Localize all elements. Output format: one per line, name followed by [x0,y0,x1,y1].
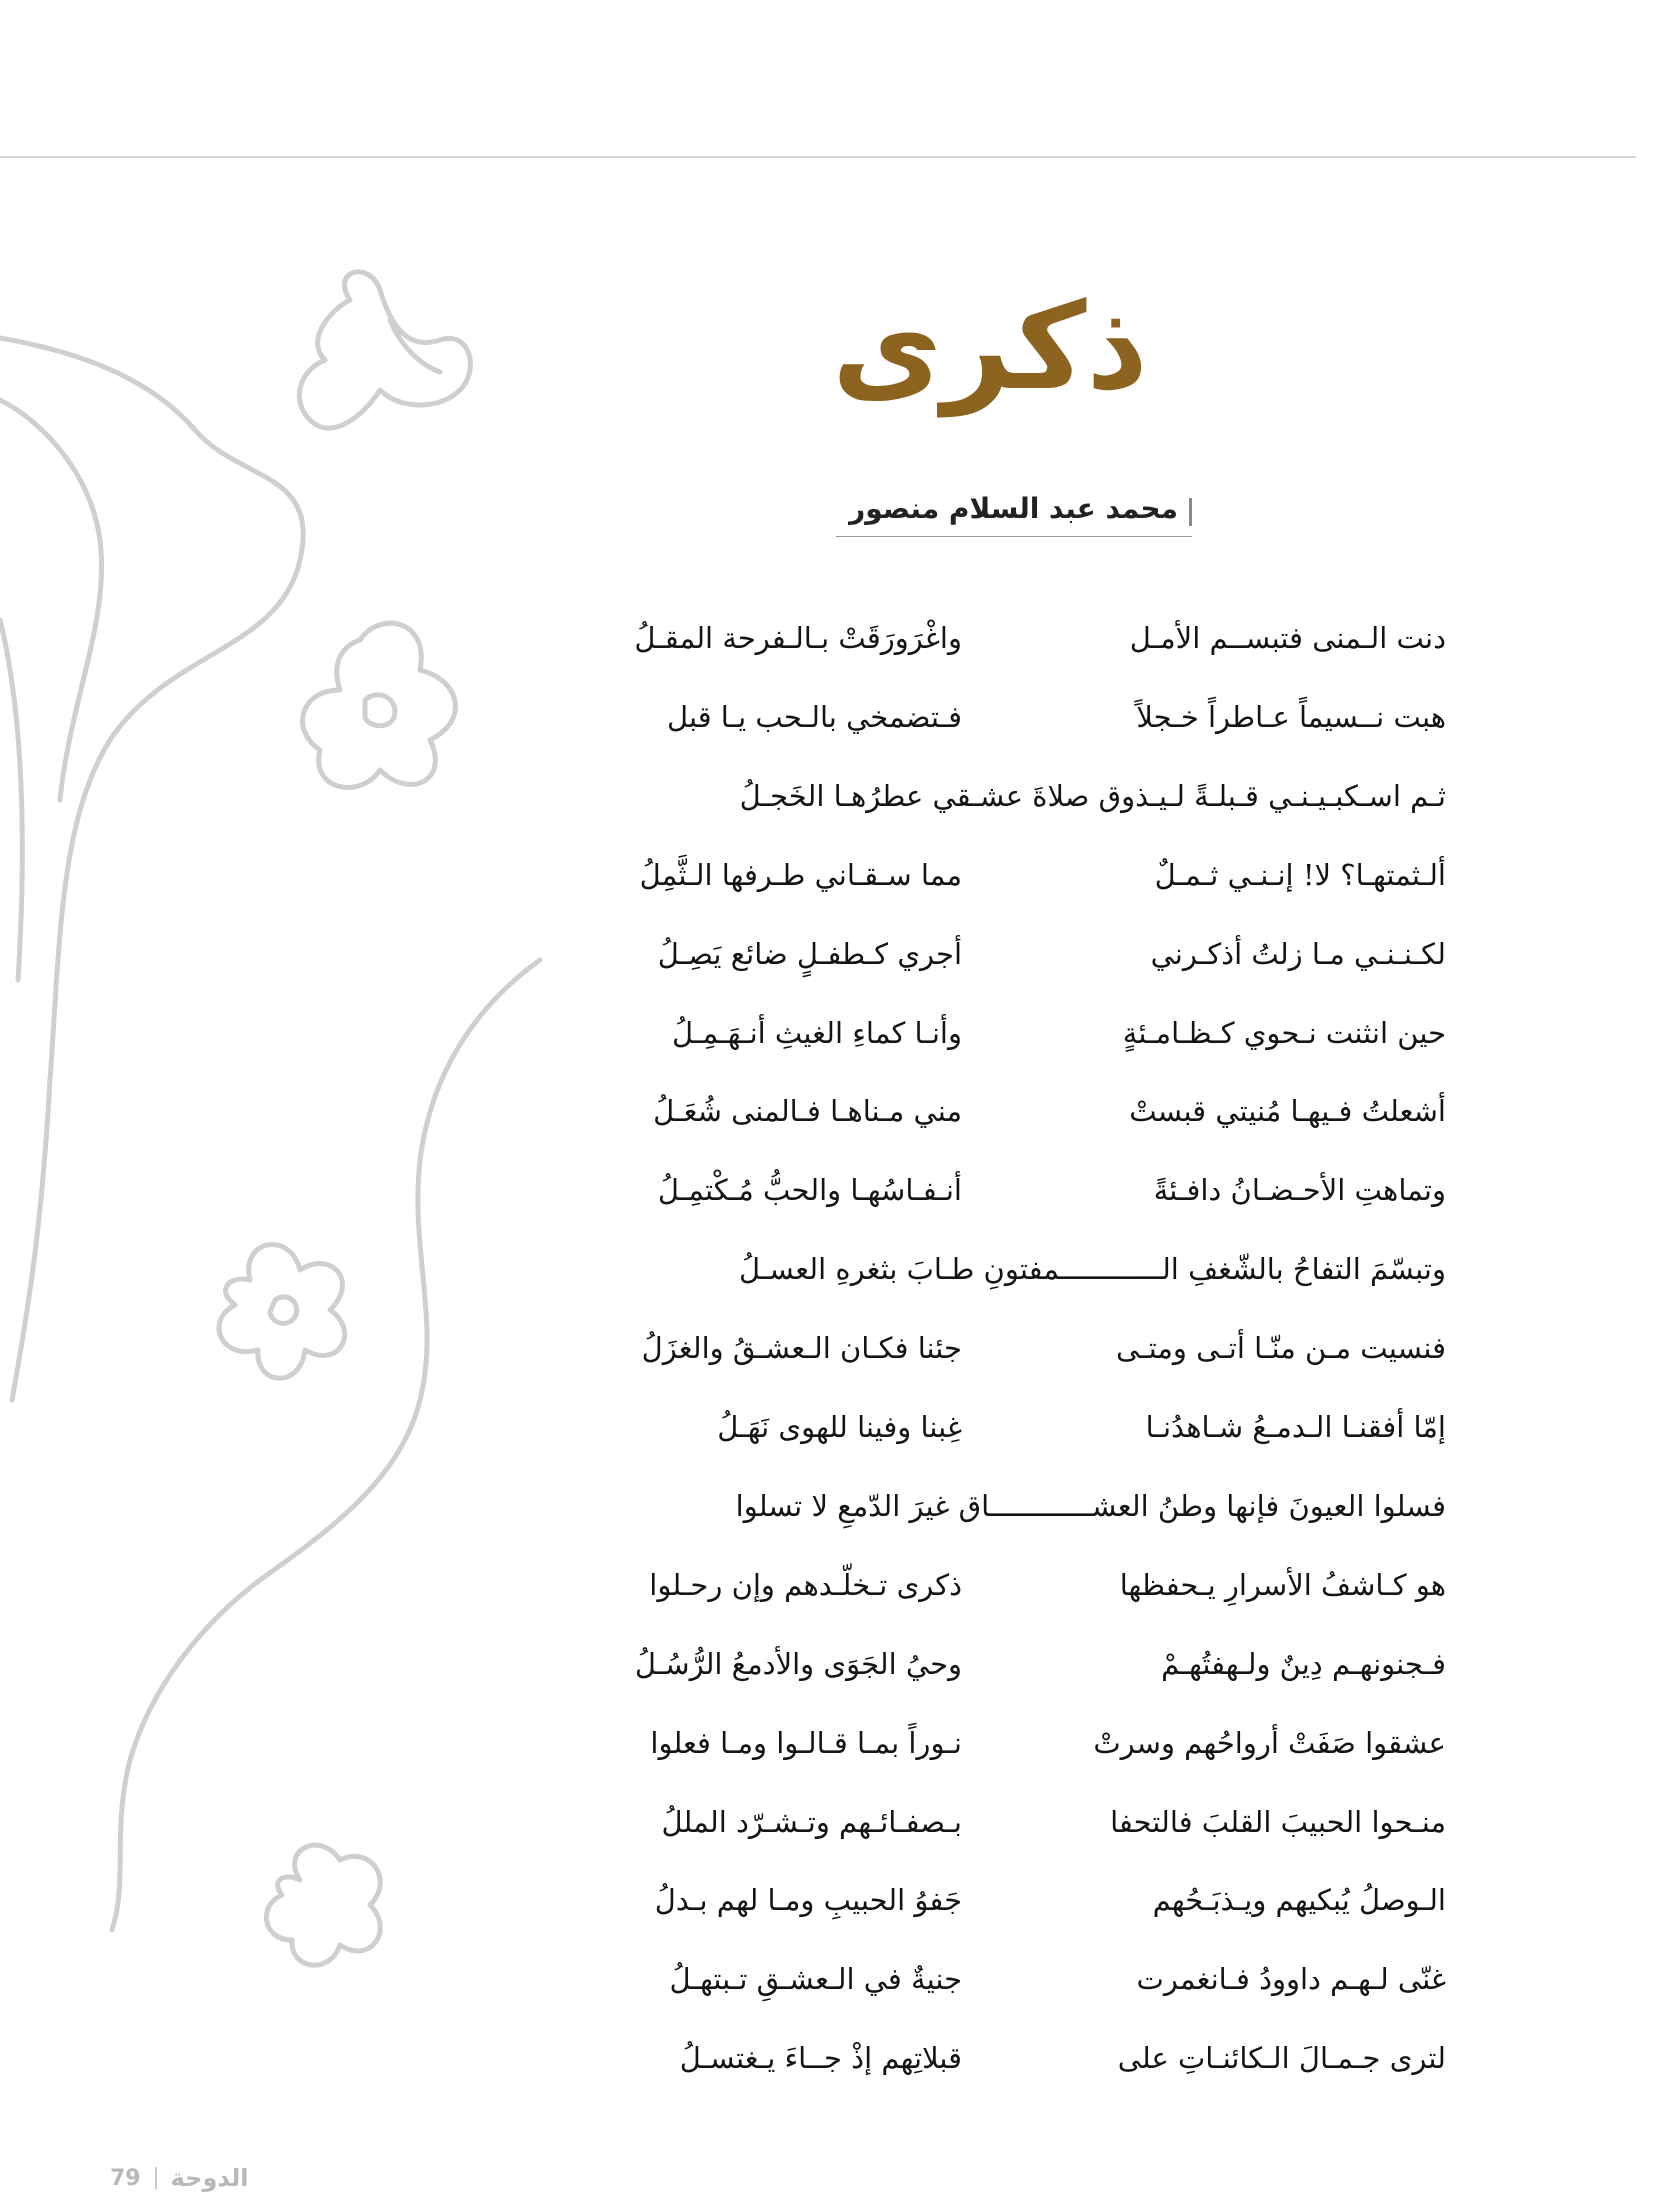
poem-hemistich-second: أجري كـطفـلٍ ضائع يَصِـلُ [657,937,962,971]
poem-hemistich-second: جنيةٌ في الـعشـقِ تـبتهـلُ [669,1962,962,1996]
poem-hemistich-first: أشعلتُ فـيهـا مُنيتي قبستْ [1129,1094,1446,1128]
poem-hemistich-first: الـوصلُ يُبكيهم ويـذبَـحُهم [1152,1883,1446,1917]
poem-line-full: ثـم اسـكبـيـنـي قـبلـةً لـيـذوق صلاةَ عشـقي عطرُهـا الخَجـلُ [739,779,1446,813]
poem-hemistich-first: وتماهتِ الأحـضـانُ دافـئةً [1153,1173,1446,1207]
header-rule [0,156,1636,158]
byline-underline [836,536,1192,537]
poem-hemistich-second: واغْرَورَقَتْ بـالـفرحة المقـلُ [634,621,962,655]
poem-hemistich-second: قبلاتِهم إذْ جــاءَ يـغتسـلُ [679,2041,962,2075]
poem-hemistich-first: غنّى لـهـم داوودُ فـانغمرت [1136,1962,1446,1996]
author-name: محمد عبد السلام منصور [849,492,1178,525]
poem-hemistich-first: فـجنونهـم دِينٌ ولـهفتُهـمْ [1161,1647,1446,1681]
author-byline [836,488,1192,538]
poem-hemistich-second: وحيُ الجَوَى والأدمعُ الرُّسُـلُ [634,1647,962,1681]
page-number: 79 [110,2165,141,2191]
poem-hemistich-first: منـحوا الحبيبَ القلبَ فالتحفا [1110,1805,1446,1839]
poem-hemistich-second: نـوراً بمـا قـالـوا ومـا فعلوا [650,1726,962,1760]
poem-hemistich-first: إمّا أفقنـا الـدمـعُ شـاهدُنـا [1145,1410,1446,1444]
poem-hemistich-second: وأنـا كماءِ الغيثِ أنـهَـمِـلُ [672,1016,962,1050]
poem-title: ذكرى [832,278,1148,417]
poem-hemistich-first: فنسيت مـن منّـا أتـى ومتـى [1115,1331,1446,1365]
poem-hemistich-second: فـتضمخي بالـحب يـا قبل [667,700,962,734]
poem-hemistich-second: أنـفـاسُهـا والحبُّ مُـكْتمِـلُ [657,1173,962,1207]
byline-bar [1189,498,1192,526]
poem-hemistich-second: مني مـناهـا فـالمنى شُعَـلُ [653,1094,962,1128]
poem-hemistich-first: دنت الـمنى فتبســم الأمـل [1129,621,1446,655]
poem-line-full: وتبسّمَ التفاحُ بالشّغفِ الــــــــــــمفتونِ طـابَ بثغرهِ العسـلُ [738,1252,1446,1286]
page-footer [110,2160,249,2196]
poem-hemistich-second: جئنا فكـان الـعشـقُ والغزَلُ [641,1331,962,1365]
poem-hemistich-second: مما سـقـاني طـرفها الـثَّمِلُ [639,858,962,892]
poem-hemistich-second: جَفوُ الحبيبِ ومـا لهم بـدلُ [654,1883,962,1917]
poem-hemistich-first: هو كـاشفُ الأسرارِ يـحفظها [1119,1568,1446,1602]
poem-hemistich-first: حين انثنت نـحوي كـظـامـئةٍ [1122,1016,1446,1050]
poem-hemistich-second: بـصفـائـهم وتـشـرّد المللُ [661,1805,962,1839]
poem-hemistich-second: غِبنا وفينا للهوى نَهَـلُ [717,1410,962,1444]
poem-hemistich-first: لترى جـمـالَ الـكائنـاتِ على [1117,2041,1446,2075]
poem-hemistich-first: عشقوا صَفَتْ أرواحُهم وسرتْ [1093,1726,1446,1760]
footer-separator [155,2167,157,2189]
magazine-name: الدوحة [170,2164,249,2192]
poem-hemistich-first: ألـثمتهـا؟ لا! إنـنـي ثـمـلٌ [1154,858,1446,892]
poem-hemistich-first: هبت نــسيماً عـاطراً خـجلاً [1136,700,1446,734]
poem-hemistich-second: ذكرى تـخلّـدهم وإن رحـلوا [649,1568,962,1602]
poem-line-full: فسلوا العيونَ فإنها وطنُ العشــــــــــــاق غيرَ الدّمعِ لا تسلوا [735,1489,1446,1523]
floral-line-drawing [0,0,560,2205]
poem-hemistich-first: لكـنـنـي مـا زلتُ أذكـرني [1150,937,1446,971]
